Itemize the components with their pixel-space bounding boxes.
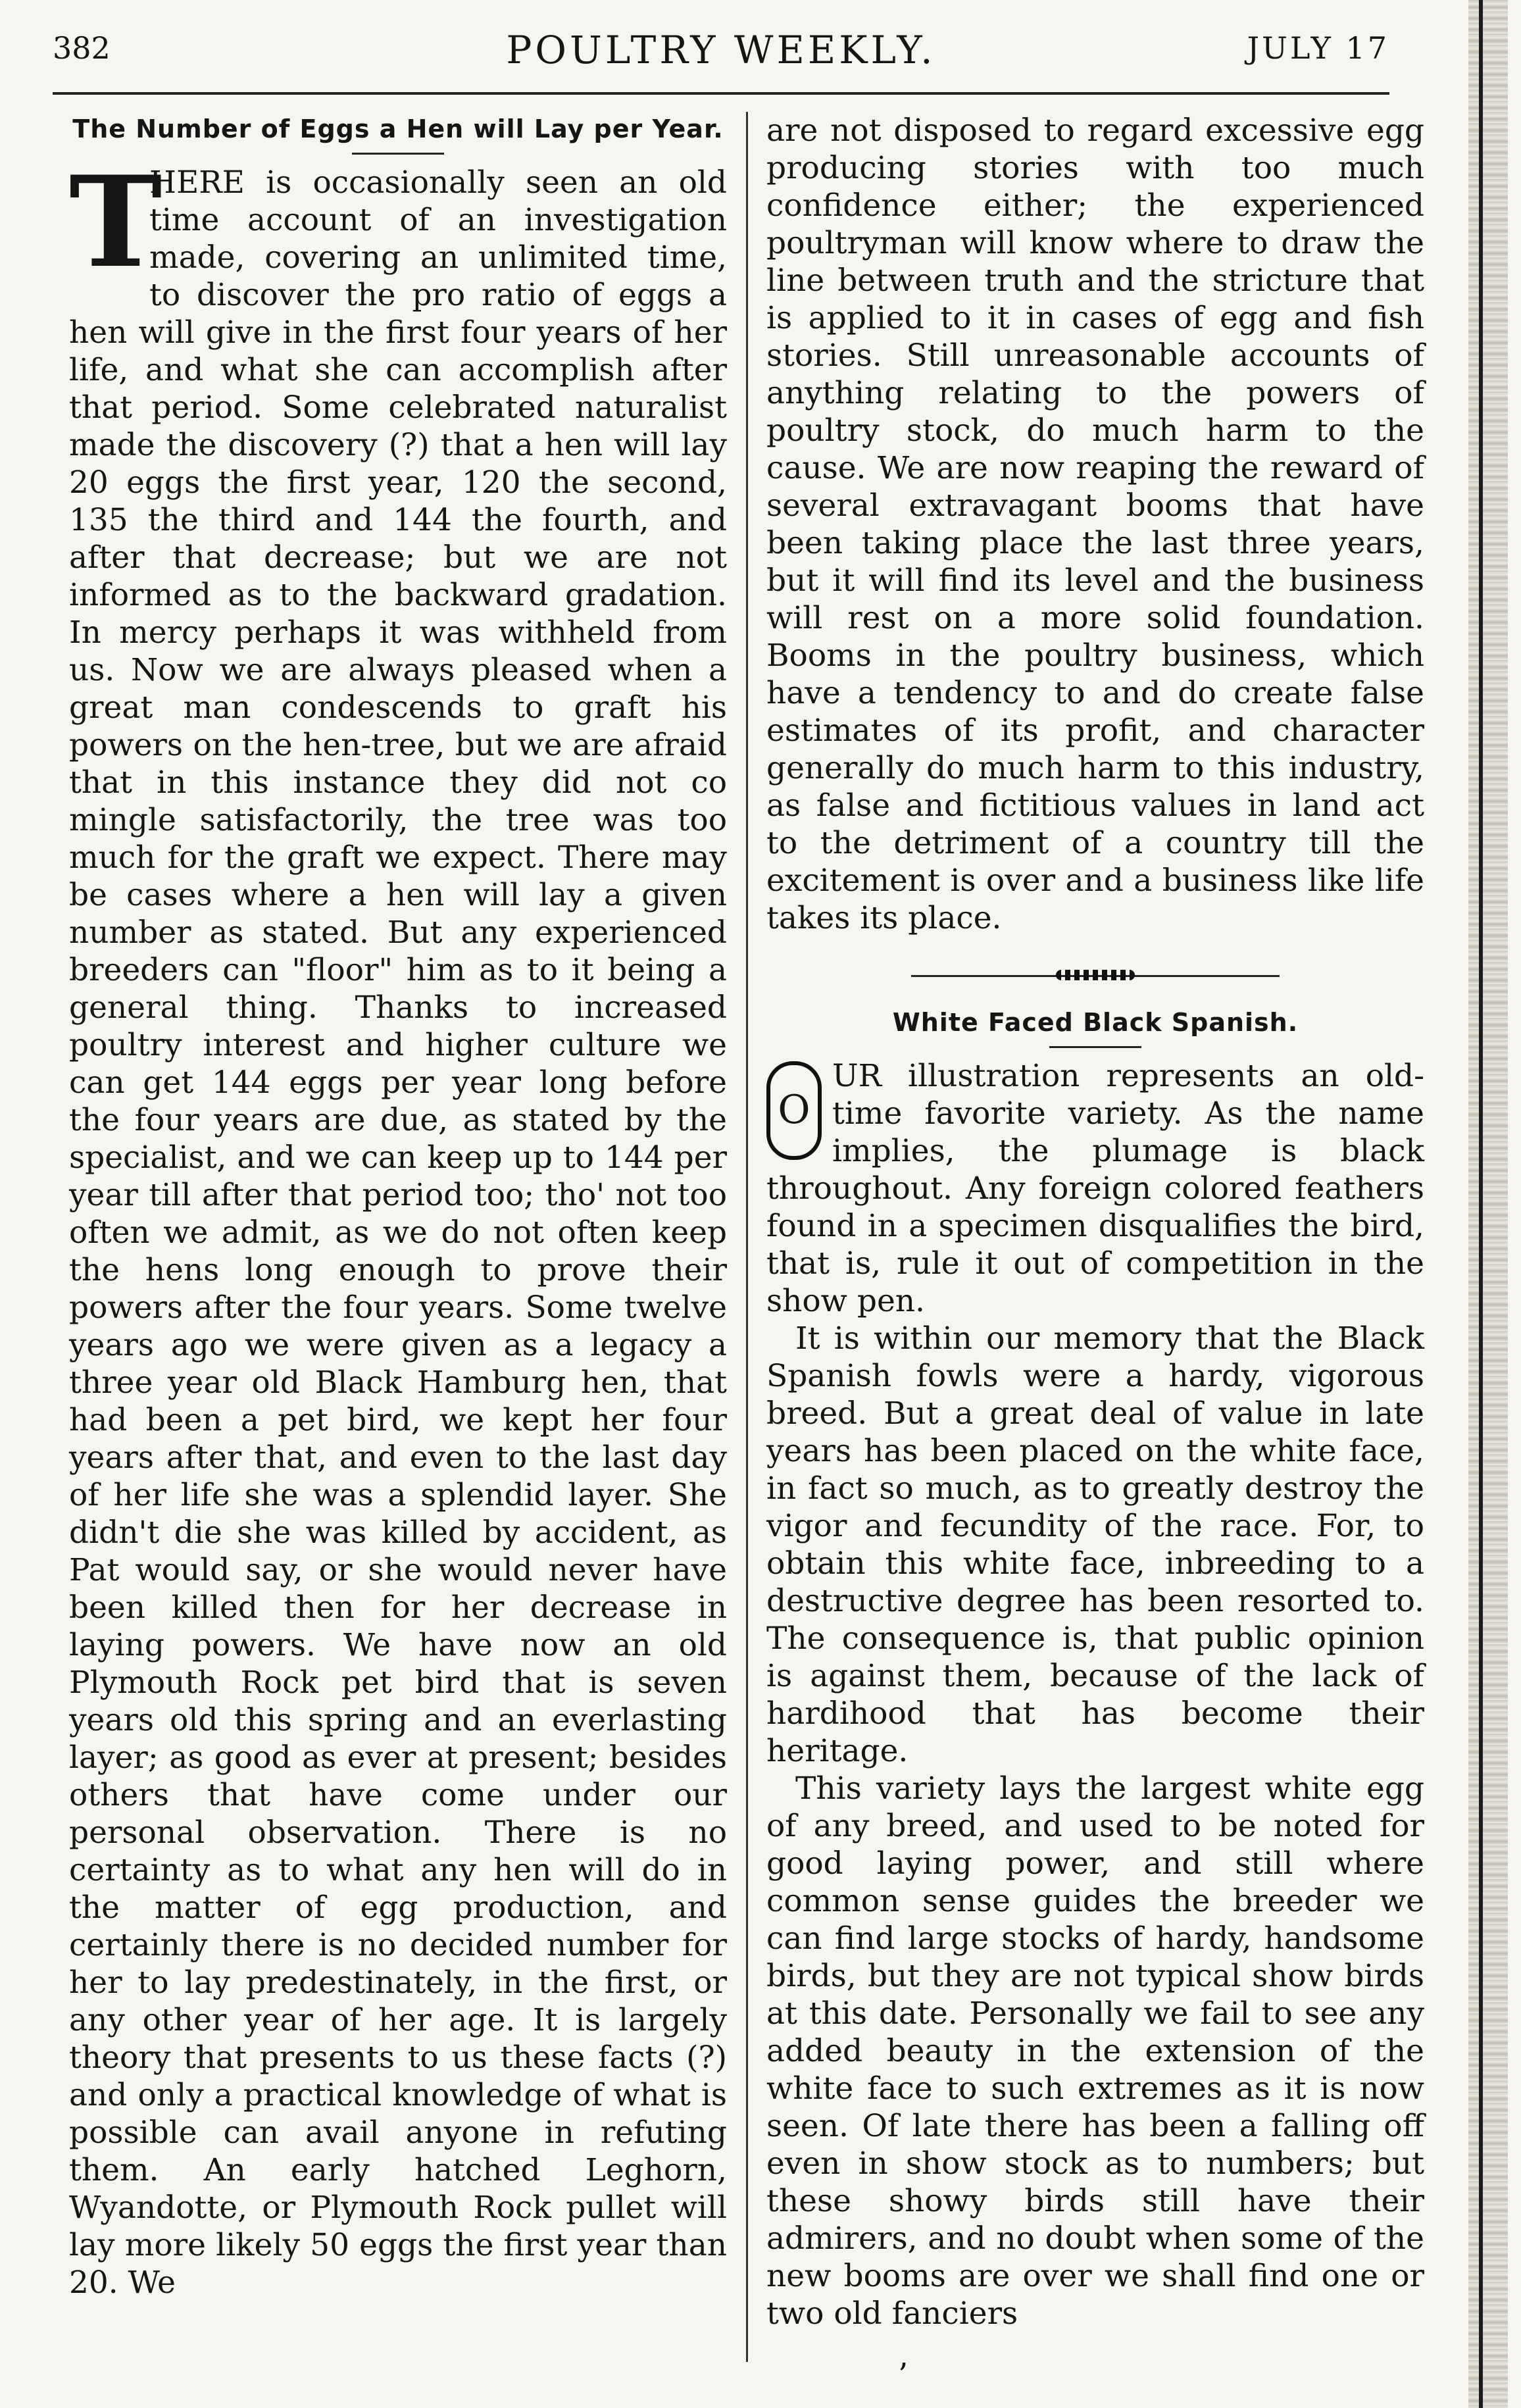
left-column <box>69 112 727 2301</box>
running-header <box>53 24 1389 96</box>
issue-date: JULY 17 <box>1247 30 1389 66</box>
article-title-2: White Faced Black Spanish. <box>892 1008 1299 1037</box>
article-paragraph: HERE is occasionally seen an old time account of an investigation made, covering an unlimited time, to discover the pro ratio of eggs a hen will give in the first four years of her life, and what she can accomplish after that period. Some celebrated naturalist made the discovery (?) that a hen will lay 20 eggs the first year, 120 the second, 135 the third and 144 the fourth, and after that decrease; but we are not informed as to the backward gradation. In mercy perhaps it was withheld from us. Now we are always pleased when a great man condescends to graft his powers on the hen-tree, but we are afraid that in this instance they did not co mingle satisfactorily, the tree was too much for the graft we expect. There may be cases where a hen will lay a given number as stated. But any experienced breeders can "floor" him as to it being a general thing. Thanks to increased poultry interest and higher culture we can get 144 eggs per year long before the four years are due, as stated by the specialist, and we can keep up to 144 per year till after that period too; tho' not too often we admit, as we do not often keep the hens long enough to prove their powers after the four years. Some twelve years ago we were given as a legacy a three year old Black Hamburg hen, that had been a pet bird, we kept her four years after that, and even to the last day of her life she was a splendid layer. She didn't die she was killed by accident, as Pat would say, or she would never have been killed then for her decrease in laying powers. We have now an old Plymouth Rock pet bird that is seven years old this spring and an everlasting layer; as good as ever at present; besides others that have come under our personal observation. There is no certainty as to what any hen will do in the matter of egg production, and certainly there is no decided number for her to lay predestinately, in the first, or any other year of her age. It is largely theory that presents to us these facts (?) and only a practical knowledge of what is possible can avail anyone in refuting them. An early hatched Leghorn, Wyandotte, or Plymouth Rock pullet will lay more likely 50 eggs the first year than 20. We <box>69 164 727 2301</box>
journal-title: POULTRY WEEKLY. <box>506 28 936 72</box>
drop-cap-2: O <box>766 1061 822 1160</box>
article-continuation: are not disposed to regard excessive egg producing stories with too much confidence either; the experienced poultryman will know where to draw the line between truth and the stricture that is applied to it in cases of egg and fish stories. Still unreasonable accounts of anything relating to the powers of poultry stock, do much harm to the cause. We are now reaping the reward of several extravagant booms that have been taking place the last three years, but it will find its level and the business will rest on a more solid foundation. Booms in the poultry business, which have a tendency to and do create false estimates of its profit, and character generally do much harm to this industry, as false and fictitious values in land act to the detriment of a country till the excitement is over and a business like life takes its place. <box>766 113 1424 936</box>
header-rule <box>53 92 1389 95</box>
right-column <box>766 112 1424 2332</box>
page-edge-shadow <box>1468 0 1508 2408</box>
title-rule-2 <box>1049 1046 1141 1048</box>
drop-cap: T <box>69 149 162 295</box>
article-paragraph: This variety lays the largest white egg of any breed, and used to be noted for good laying power, and still where common sense guides the breeder we can find large stocks of hardy, handsome birds, but they are not typical show birds at this date. Personally we fail to see any added beauty in the extension of the white face to such extremes as it is now seen. Of late there has been a falling off even in show stock as to numbers; but these showy birds still have their admirers, and no doubt when some of the new booms are over we shall find one or two old fanciers <box>766 1770 1424 2332</box>
ink-mark: ’ <box>898 2357 909 2394</box>
section-ornament <box>911 966 1280 986</box>
column-divider <box>746 112 748 2362</box>
article-paragraph: UR illustration represents an old-time favorite variety. As the name implies, the plumage is black throughout. Any foreign colored feathers found in a specimen disqualifies the bird, that is, rule it out of competition in the show pen. <box>766 1058 1424 1319</box>
article-paragraph: It is within our memory that the Black Spanish fowls were a hardy, vigorous breed. But a great deal of value in late years has been placed on the white face, in fact so much, as to greatly destroy the vigor and fecundity of the race. For, to obtain this white face, inbreeding to a destructive degree has been resorted to. The consequence is, that public opinion is against them, because of the lack of hardihood that has become their heritage. <box>766 1320 1424 1769</box>
page-number: 382 <box>53 30 111 66</box>
page-edge-line <box>1479 0 1483 2408</box>
article-title: The Number of Eggs a Hen will Lay per Year. <box>72 114 724 143</box>
title-rule <box>352 153 444 155</box>
